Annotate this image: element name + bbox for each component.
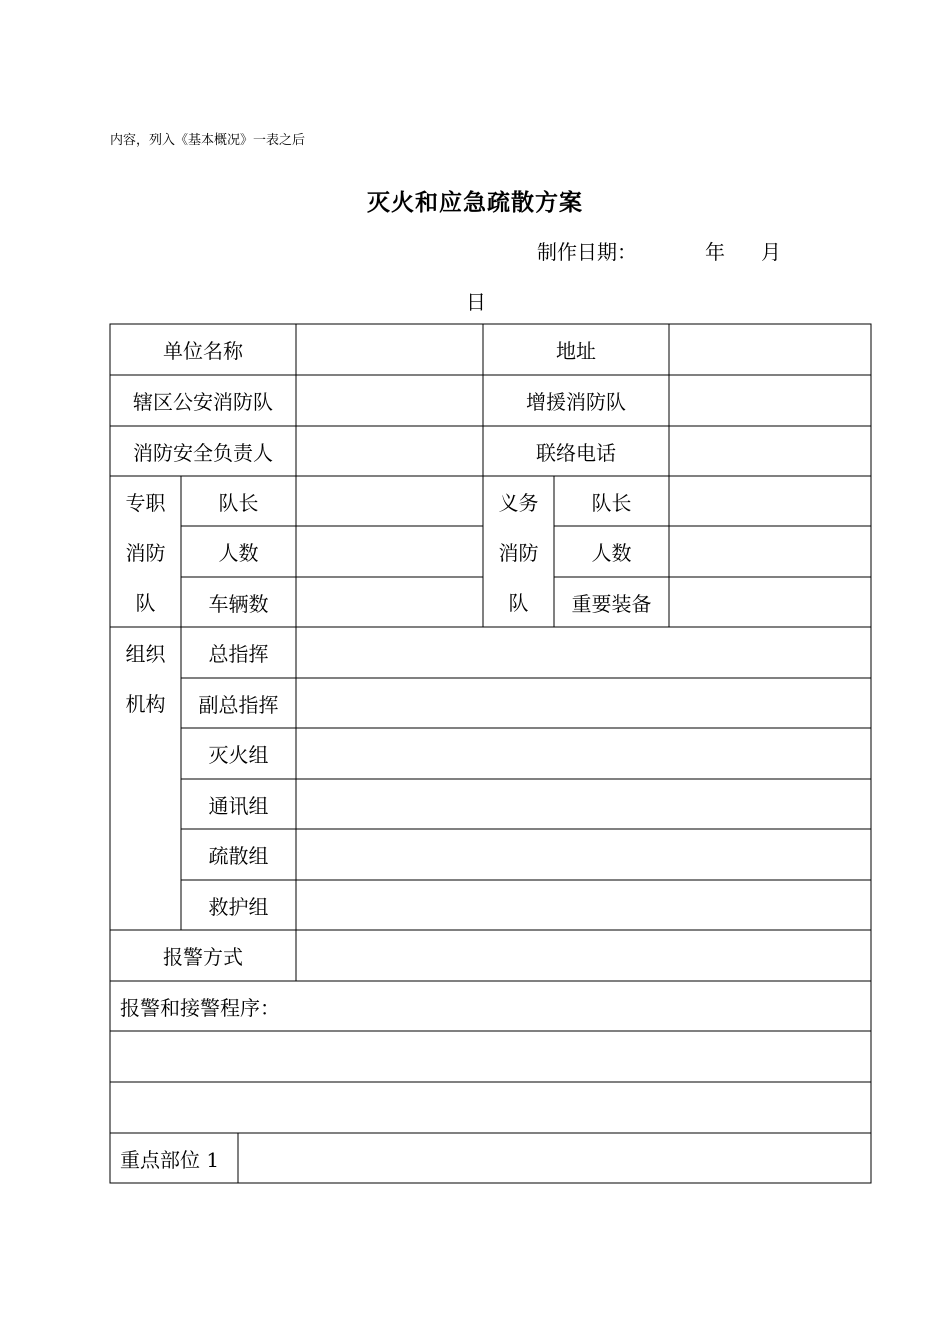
local-fire-brigade-label: 辖区公安消防队 (133, 390, 273, 414)
volunteer-brigade-line-1: 义务 (498, 490, 539, 515)
full-time-captain-field[interactable] (296, 476, 483, 526)
unit-name-label: 单位名称 (163, 339, 243, 363)
commander-label: 总指挥 (208, 642, 269, 666)
date-month-label: 月 (761, 240, 781, 264)
commander-field[interactable] (296, 627, 871, 678)
date-label: 制作日期： (537, 240, 637, 264)
full-time-vehicles-field[interactable] (296, 577, 483, 627)
local-fire-brigade-field[interactable] (296, 375, 483, 426)
alarm-procedure-field-2[interactable] (110, 1082, 871, 1133)
backup-fire-brigade-field[interactable] (669, 375, 871, 426)
address-field[interactable] (669, 324, 871, 375)
rescue-group-field[interactable] (296, 880, 871, 930)
communication-group-field[interactable] (296, 779, 871, 829)
full-time-brigade-label (110, 476, 181, 627)
volunteer-brigade-label (483, 476, 554, 627)
unit-name-field[interactable] (296, 324, 483, 375)
date-year-label: 年 (705, 240, 725, 264)
deputy-commander-label: 副总指挥 (198, 692, 279, 717)
alarm-method-label: 报警方式 (163, 945, 243, 969)
volunteer-brigade-line-3: 队 (508, 591, 529, 616)
volunteer-equipment-field[interactable] (669, 577, 871, 627)
full-time-captain-label: 队长 (218, 490, 259, 515)
organization-label (110, 627, 181, 728)
rescue-group-label: 救护组 (208, 894, 269, 919)
volunteer-captain-label: 队长 (591, 490, 632, 515)
alarm-procedure-field-1[interactable] (110, 1031, 871, 1082)
full-time-headcount-label: 人数 (218, 541, 259, 565)
address-label: 地址 (556, 339, 596, 363)
firefighting-group-label: 灭火组 (208, 743, 269, 767)
volunteer-equipment-label: 重要装备 (571, 591, 652, 616)
firefighting-group-field[interactable] (296, 728, 871, 779)
backup-fire-brigade-label: 增援消防队 (526, 390, 626, 414)
page-title: 灭火和应急疏散方案 (367, 189, 583, 216)
organization-line-1: 组织 (125, 641, 166, 666)
safety-responsible-label: 消防安全负责人 (133, 440, 273, 465)
key-area-1-field[interactable] (238, 1133, 871, 1183)
organization-line-2: 机构 (125, 692, 166, 717)
volunteer-headcount-label: 人数 (591, 541, 632, 565)
production-date (537, 236, 781, 265)
date-day-label: 日 (466, 290, 486, 314)
safety-responsible-field[interactable] (296, 426, 483, 476)
full-time-brigade-line-3: 队 (135, 591, 156, 616)
full-time-brigade-line-2: 消防 (125, 540, 166, 565)
volunteer-headcount-field[interactable] (669, 526, 871, 577)
alarm-method-field[interactable] (296, 930, 871, 981)
top-note: 内容，列入《基本概况》一表之后 (110, 133, 306, 148)
alarm-procedure-label: 报警和接警程序： (120, 995, 280, 1020)
deputy-commander-field[interactable] (296, 678, 871, 728)
volunteer-captain-field[interactable] (669, 476, 871, 526)
communication-group-label: 通讯组 (208, 793, 269, 818)
evacuation-group-label: 疏散组 (208, 844, 269, 868)
full-time-brigade-line-1: 专职 (125, 490, 166, 515)
contact-phone-field[interactable] (669, 426, 871, 476)
contact-phone-label: 联络电话 (536, 440, 616, 465)
volunteer-brigade-line-2: 消防 (498, 540, 539, 565)
key-area-1-label: 重点部位 1 (120, 1147, 220, 1172)
full-time-vehicles-label: 车辆数 (208, 591, 269, 616)
full-time-headcount-field[interactable] (296, 526, 483, 577)
evacuation-group-field[interactable] (296, 829, 871, 880)
